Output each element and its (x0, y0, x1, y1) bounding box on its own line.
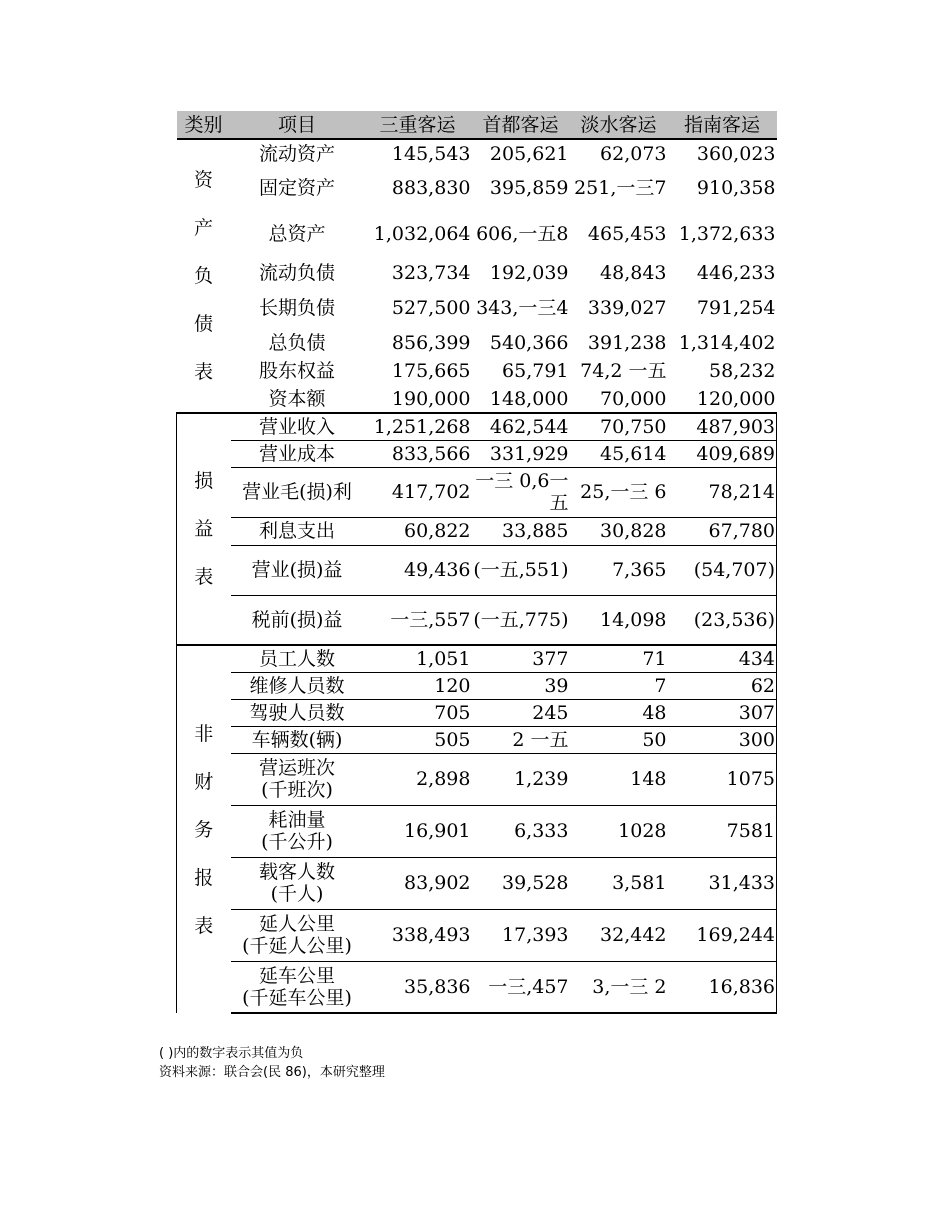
header-shoudu: 首都客运 (472, 111, 570, 139)
table-row (177, 517, 777, 545)
value-cell: 14,098 (600, 608, 667, 631)
table-row (177, 139, 777, 167)
category-label: 资 产 负 债 表 (193, 169, 213, 383)
value-cell: 856,399 (391, 332, 471, 354)
table-row (177, 413, 777, 440)
value-cell: 1,314,402 (678, 332, 776, 354)
value-cell: 338,493 (364, 909, 472, 961)
header-item: 项目 (231, 111, 364, 139)
item-label: 营业收入 (231, 413, 364, 440)
value-cell: 16,901 (364, 805, 472, 857)
table-row (177, 259, 777, 287)
category-cell (177, 139, 231, 413)
value-cell: 32,442 (570, 909, 668, 961)
table-body (177, 139, 777, 1013)
value-cell: 462,544 (472, 413, 570, 440)
value-cell: 16,836 (668, 961, 777, 1013)
value-cell: (54,707) (668, 545, 777, 595)
item-label: 延人公里 (千延人公里) (231, 909, 364, 961)
table-row (177, 467, 777, 517)
table-row (177, 726, 777, 753)
value-cell: 120 (364, 672, 472, 699)
value-cell: 360,023 (696, 142, 776, 165)
value-cell: 39 (472, 672, 570, 699)
value-cell: (一五,551) (472, 545, 570, 595)
item-label: 资本额 (268, 387, 326, 410)
value-cell: 30,828 (570, 517, 668, 545)
item-label: 固定资产 (258, 177, 335, 199)
value-cell: 71 (570, 645, 668, 672)
value-cell: 58,232 (709, 360, 776, 382)
value-cell: 251,一三7 (574, 177, 667, 199)
value-cell: 446,233 (696, 262, 776, 284)
table-row (177, 357, 777, 385)
value-cell: 一三 0,6一五 (472, 467, 570, 517)
item-label: 总负债 (268, 332, 326, 354)
value-cell: 65,791 (502, 360, 569, 382)
value-cell: 3,581 (570, 857, 668, 909)
value-cell: 74,2 一五 (580, 360, 667, 382)
table-row (177, 699, 777, 726)
item-label: 营业(损)益 (231, 545, 364, 595)
category-label: 损 益 表 (194, 470, 214, 588)
value-cell: 7 (570, 672, 668, 699)
table-row (177, 645, 777, 672)
value-cell: 148 (570, 753, 668, 805)
value-cell: 339,027 (587, 297, 667, 319)
note-source: 资料来源：联合会(民 86)，本研究整理 (159, 1065, 385, 1080)
item-label: 延车公里 (千延车公里) (231, 961, 364, 1013)
table-row (177, 672, 777, 699)
table-row (177, 545, 777, 595)
item-label: 营运班次 (千班次) (231, 753, 364, 805)
value-cell: 1,032,064 (373, 223, 471, 245)
category-label: 非 财 务 报 表 (194, 722, 214, 937)
value-cell: 910,358 (696, 177, 776, 199)
value-cell: 1,051 (364, 645, 472, 672)
item-label: 车辆数(辆) (231, 726, 364, 753)
table-row (177, 961, 777, 1013)
item-label: 营业成本 (231, 440, 364, 467)
item-label: 营业毛(损)利 (231, 467, 364, 517)
value-cell: 323,734 (391, 262, 471, 284)
header-category: 类别 (177, 111, 231, 139)
value-cell: 3,一三 2 (570, 961, 668, 1013)
financial-comparison-sheet (176, 111, 776, 1014)
value-cell: 391,238 (587, 332, 667, 354)
table-row (177, 595, 777, 645)
item-label: 总资产 (268, 223, 326, 245)
item-label: 利息支出 (231, 517, 364, 545)
item-label: 流动资产 (258, 142, 335, 165)
item-label: 载客人数 (千人) (231, 857, 364, 909)
value-cell: 49,436 (364, 545, 472, 595)
item-label: 维修人员数 (231, 672, 364, 699)
value-cell: 343,一三4 (476, 297, 569, 319)
value-cell: 一三,557 (390, 608, 471, 631)
value-cell: 33,885 (472, 517, 570, 545)
value-cell: 377 (472, 645, 570, 672)
value-cell: 527,500 (391, 297, 471, 319)
value-cell: 6,333 (472, 805, 570, 857)
value-cell: 25,一三 6 (570, 467, 668, 517)
table-row (177, 385, 777, 413)
value-cell: 331,929 (472, 440, 570, 467)
value-cell: 17,393 (472, 909, 570, 961)
value-cell: 505 (364, 726, 472, 753)
value-cell: 39,528 (472, 857, 570, 909)
value-cell: 120,000 (696, 387, 776, 410)
value-cell: 67,780 (668, 517, 777, 545)
note-negative: ( )内的数字表示其值为负 (159, 1046, 304, 1061)
value-cell: 70,750 (570, 413, 668, 440)
value-cell: 45,614 (570, 440, 668, 467)
value-cell: 395,859 (489, 177, 569, 199)
value-cell: 409,689 (668, 440, 777, 467)
value-cell: 2,898 (364, 753, 472, 805)
item-label: 驾驶人员数 (231, 699, 364, 726)
table-row (177, 857, 777, 909)
table-row (177, 805, 777, 857)
item-label: 员工人数 (231, 645, 364, 672)
value-cell: 300 (668, 726, 777, 753)
value-cell: 一三,457 (472, 961, 570, 1013)
footnotes (159, 1044, 385, 1082)
header-row (177, 111, 777, 139)
table-row (177, 167, 777, 209)
item-label: 流动负债 (258, 262, 335, 284)
value-cell: 48,843 (600, 262, 667, 284)
value-cell: 70,000 (600, 387, 667, 410)
value-cell: 192,039 (489, 262, 569, 284)
value-cell: 417,702 (364, 467, 472, 517)
value-cell: 2 一五 (472, 726, 570, 753)
value-cell: 83,902 (364, 857, 472, 909)
value-cell: 540,366 (489, 332, 569, 354)
value-cell: 245 (472, 699, 570, 726)
value-cell: 7,365 (570, 545, 668, 595)
value-cell: 50 (570, 726, 668, 753)
item-label: 税前(损)益 (251, 608, 343, 631)
value-cell: 145,543 (391, 142, 471, 165)
value-cell: 1075 (668, 753, 777, 805)
value-cell: 190,000 (391, 387, 471, 410)
value-cell: 7581 (668, 805, 777, 857)
category-cell (177, 645, 231, 1013)
value-cell: 883,830 (391, 177, 471, 199)
table-row (177, 909, 777, 961)
table-row (177, 329, 777, 357)
value-cell: (23,536) (668, 595, 777, 645)
value-cell: 705 (364, 699, 472, 726)
value-cell: 487,903 (668, 413, 777, 440)
value-cell: 465,453 (587, 223, 667, 245)
value-cell: 1,251,268 (364, 413, 472, 440)
table-row (177, 753, 777, 805)
value-cell: 205,621 (489, 142, 569, 165)
item-label: 长期负债 (258, 297, 335, 319)
value-cell: 78,214 (668, 467, 777, 517)
value-cell: 62,073 (600, 142, 667, 165)
value-cell: 1,372,633 (678, 223, 776, 245)
value-cell: 175,665 (391, 360, 471, 382)
value-cell: 148,000 (489, 387, 569, 410)
value-cell: (一五,775) (473, 608, 569, 631)
value-cell: 434 (668, 645, 777, 672)
value-cell: 1,239 (472, 753, 570, 805)
item-label: 股东权益 (258, 360, 335, 382)
item-label: 耗油量 (千公升) (231, 805, 364, 857)
value-cell: 307 (668, 699, 777, 726)
value-cell: 31,433 (668, 857, 777, 909)
table-row (177, 209, 777, 259)
value-cell: 48 (570, 699, 668, 726)
header-sanchong: 三重客运 (364, 111, 472, 139)
value-cell: 169,244 (668, 909, 777, 961)
table-row (177, 440, 777, 467)
value-cell: 62 (668, 672, 777, 699)
value-cell: 1028 (570, 805, 668, 857)
header-danshui: 淡水客运 (570, 111, 668, 139)
category-cell (177, 413, 231, 645)
financial-table (176, 111, 777, 1014)
value-cell: 833,566 (364, 440, 472, 467)
value-cell: 35,836 (364, 961, 472, 1013)
header-zhinan: 指南客运 (668, 111, 777, 139)
value-cell: 606,一五8 (476, 223, 569, 245)
value-cell: 791,254 (696, 297, 776, 319)
value-cell: 60,822 (364, 517, 472, 545)
table-row (177, 287, 777, 329)
